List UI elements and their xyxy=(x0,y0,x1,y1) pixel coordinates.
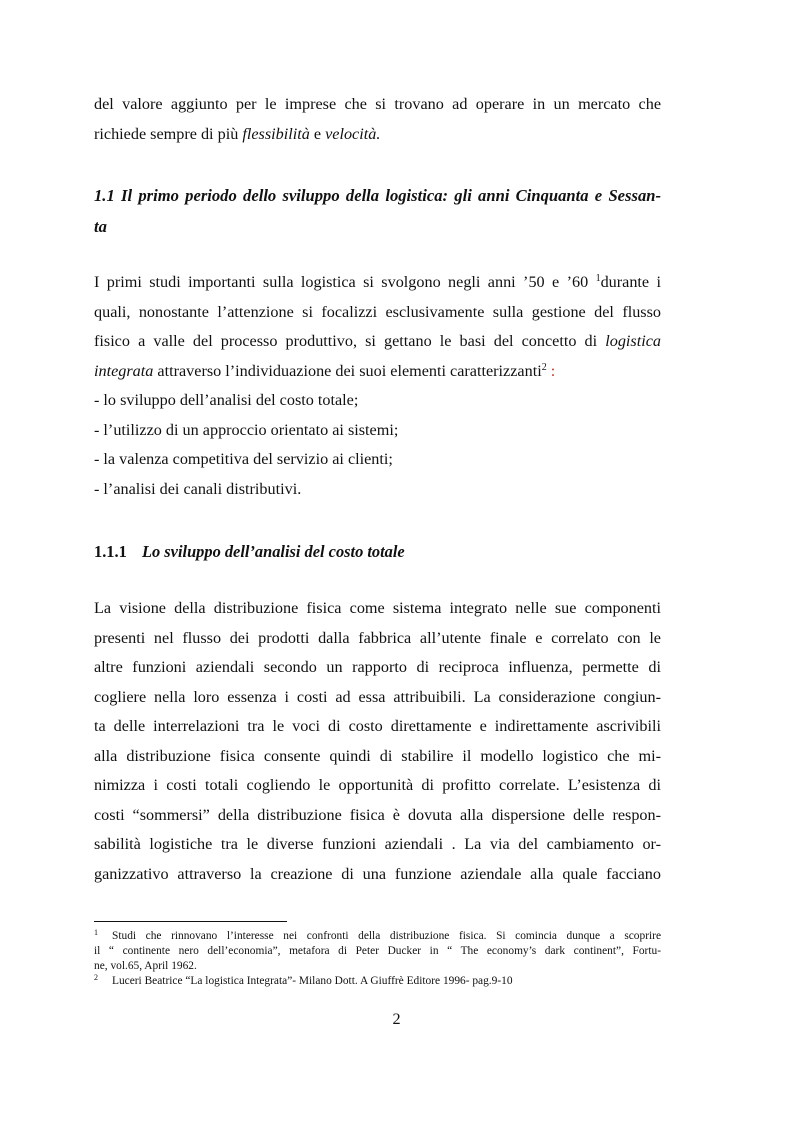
emphasis-logistica: logistica xyxy=(605,332,661,350)
para2-line: cogliere nella loro essenza i costi ad essa attribuibili. La considerazione congiun- xyxy=(94,687,661,706)
paragraph-1 xyxy=(94,268,661,504)
footnote-ref-1[interactable]: 1 xyxy=(595,273,601,284)
para2-line: presenti nel flusso dei prodotti dalla fabbrica all’utente finale e correlato con le xyxy=(94,628,661,647)
para1-line-3 xyxy=(94,327,661,357)
para1-text: I primi studi importanti sulla logistica si svolgono negli anni ’50 e ’60 xyxy=(94,273,596,291)
footnote-1-line-2: il “ continente nero dell’economia”, metafora di Peter Ducker in “ The economy’s dark continent”, Fortu- xyxy=(94,945,661,957)
intro-line-1: del valore aggiunto per le imprese che si trovano ad operare in un mercato che xyxy=(94,95,661,113)
subsection-number: 1.1.1 xyxy=(94,542,127,561)
footnote-1-line-1: $^1$ Studi che rinnovano l’interesse nei confronti della distribuzione fisica. Si comincia dunque a scoprire xyxy=(94,928,661,942)
para1-text: durante i xyxy=(600,273,661,291)
intro-text: richiede sempre di più xyxy=(94,124,243,143)
emphasis-integrata: integrata xyxy=(94,361,154,380)
footnote-2-text: Luceri Beatrice “La logistica Integrata”- Milano Dott. A Giuffrè Editore 1996- pag.9-10 xyxy=(112,975,513,987)
list-item: - lo sviluppo dell’analisi del costo totale; xyxy=(94,391,359,409)
para1-line-2: quali, nonostante l’attenzione si focalizzi esclusivamente sulla gestione del flusso xyxy=(94,302,661,321)
para2-line: sabilità logistiche tra le diverse funzioni aziendali . La via del cambiamento or- xyxy=(94,835,661,853)
para2-line: nimizza i costi totali cogliendo le opportunità di profitto correlate. L’esistenza di xyxy=(94,776,661,794)
page-number: 2 xyxy=(392,1010,401,1028)
para1-line-4 xyxy=(94,357,661,387)
paragraph-2 xyxy=(94,594,661,889)
list-item: - la valenza competitiva del servizio ai clienti; xyxy=(94,450,393,468)
para1-line-1 xyxy=(94,268,661,298)
para2-line: ganizzativo attraverso la creazione di una funzione aziendale alla quale facciano xyxy=(94,864,661,883)
footnote-1 xyxy=(94,929,661,974)
para2-line: altre funzioni aziendali secondo un rapporto di reciproca influenza, permette di xyxy=(94,658,661,676)
section-heading-line-2: ta xyxy=(94,217,107,236)
emphasis-flessibilita: flessibilità xyxy=(242,124,310,143)
para2-line: costi “sommersi” della distribuzione fisica è dovuta alla dispersione delle respon- xyxy=(94,805,661,824)
footnote-2 xyxy=(94,974,661,989)
para2-line: alla distribuzione fisica consente quindi di stabilire il modello logistico che mi- xyxy=(94,746,661,765)
para1-colon: : xyxy=(546,361,556,380)
intro-paragraph xyxy=(94,90,661,149)
para1-text: attraverso l’individuazione dei suoi elementi caratterizzanti xyxy=(153,361,542,380)
para1-text: fisico a valle del processo produttivo, si gettano le basi del concetto di xyxy=(94,332,606,350)
list-item: - l’utilizzo di un approccio orientato ai sistemi; xyxy=(94,420,399,439)
para2-line: ta delle interrelazioni tra le voci di costo direttamente e indirettamente ascrivibili xyxy=(94,717,661,735)
para2-line: La visione della distribuzione fisica come sistema integrato nelle sue componenti xyxy=(94,599,661,617)
footnote-1-line-3: ne, vol.65, April 1962. xyxy=(94,960,197,972)
list-item: - l’analisi dei canali distributivi. xyxy=(94,479,302,498)
section-heading xyxy=(94,180,661,242)
intro-line-2 xyxy=(94,120,661,150)
subsection-title: Lo sviluppo dell’analisi del costo totale xyxy=(142,542,405,561)
footnote-ref-2[interactable]: 2 xyxy=(541,361,547,373)
footnote-separator xyxy=(94,921,287,922)
intro-conjunction: e xyxy=(309,124,326,143)
footnote-2-line: $^2$ Luceri Beatrice “La logistica Integrata”- Milano Dott. A Giuffrè Editore 1996- pag.9-10 xyxy=(94,973,513,987)
footnote-1-text: Studi che rinnovano l’interesse nei confronti della distribuzione fisica. Si comincia dunque a scoprire xyxy=(112,930,661,942)
section-heading-line-1: 1.1 Il primo periodo dello sviluppo della logistica: gli anni Cinquanta e Sessan- xyxy=(94,186,661,205)
subsection-heading xyxy=(94,538,661,566)
emphasis-velocita: velocità. xyxy=(325,124,381,143)
